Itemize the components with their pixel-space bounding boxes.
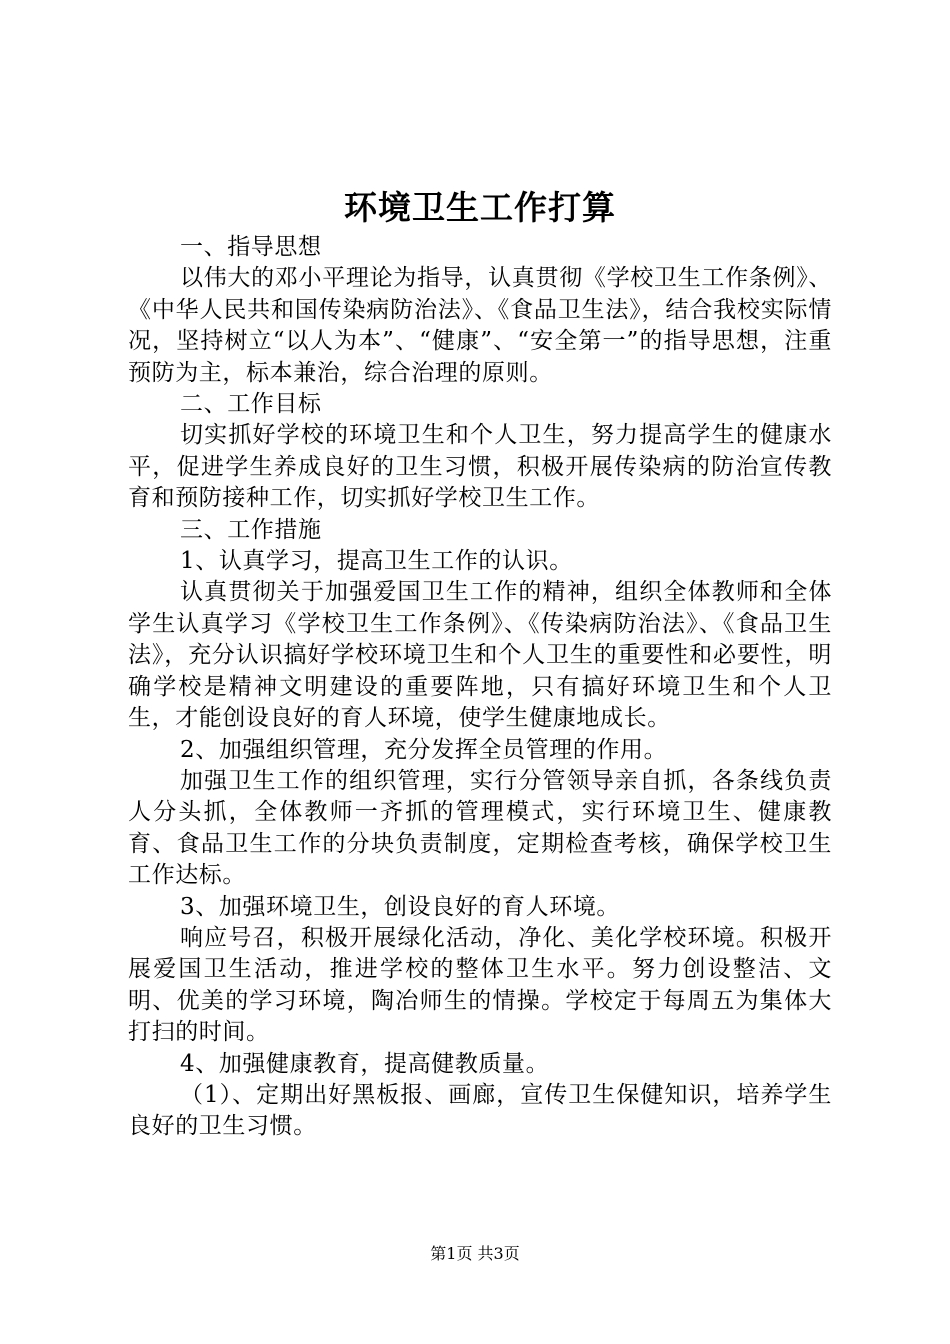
subheading-measure-2: 2、加强组织管理，充分发挥全员管理的作用。 — [180, 736, 668, 763]
paragraph-measure-3: 响应号召，积极开展绿化活动，净化、美化学校环境。积极开展爱国卫生活动，推进学校的整体卫生水平。努力创设整洁、文明、优美的学习环境，陶冶师生的情操。学校定于每周五为集体大打扫的时间。 — [128, 924, 832, 1046]
section-heading-guiding-ideology: 一、指导思想 — [180, 234, 322, 260]
subheading-measure-3: 3、加强环境卫生，创设良好的育人环境。 — [180, 893, 621, 920]
paragraph-work-goals: 切实抓好学校的环境卫生和个人卫生，努力提高学生的健康水平，促进学生养成良好的卫生习惯，积极开展传染病的防治宣传教育和预防接种工作，切实抓好学校卫生工作。 — [128, 422, 832, 512]
section-heading-work-goals: 二、工作目标 — [180, 391, 322, 418]
section-heading-work-measures: 三、工作措施 — [180, 516, 322, 543]
page-footer: 第1页 共3页 — [430, 1244, 520, 1263]
subheading-measure-4: 4、加强健康教育，提高健教质量。 — [180, 1050, 550, 1077]
document-body — [128, 232, 832, 1143]
paragraph-guiding-ideology: 以伟大的邓小平理论为指导，认真贯彻《学校卫生工作条例》、《中华人民共和国传染病防治法》、《食品卫生法》，结合我校实际情况，坚持树立“以人为本”、“健康”、“安全第一”的指导思想，注重预防为主，标本兼治，综合治理的原则。 — [128, 265, 832, 386]
paragraph-measure-2: 加强卫生工作的组织管理，实行分管领导亲自抓，各条线负责人分头抓，全体教师一齐抓的管理模式，实行环境卫生、健康教育、食品卫生工作的分块负责制度，定期检查考核，确保学校卫生工作达标。 — [128, 767, 832, 889]
document-title: 环境卫生工作打算 — [344, 188, 616, 227]
paragraph-measure-4-item-1: （1）、定期出好黑板报、画廊，宣传卫生保健知识，培养学生良好的卫生习惯。 — [128, 1081, 832, 1140]
subheading-measure-1: 1、认真学习，提高卫生工作的认识。 — [180, 548, 573, 575]
paragraph-measure-1: 认真贯彻关于加强爱国卫生工作的精神，组织全体教师和全体学生认真学习《学校卫生工作条例》、《传染病防治法》、《食品卫生法》，充分认识搞好学校环境卫生和个人卫生的重要性和必要性，明确学校是精神文明建设的重要阵地，只有搞好环境卫生和个人卫生，才能创设良好的育人环境，使学生健康地成长。 — [128, 579, 832, 732]
